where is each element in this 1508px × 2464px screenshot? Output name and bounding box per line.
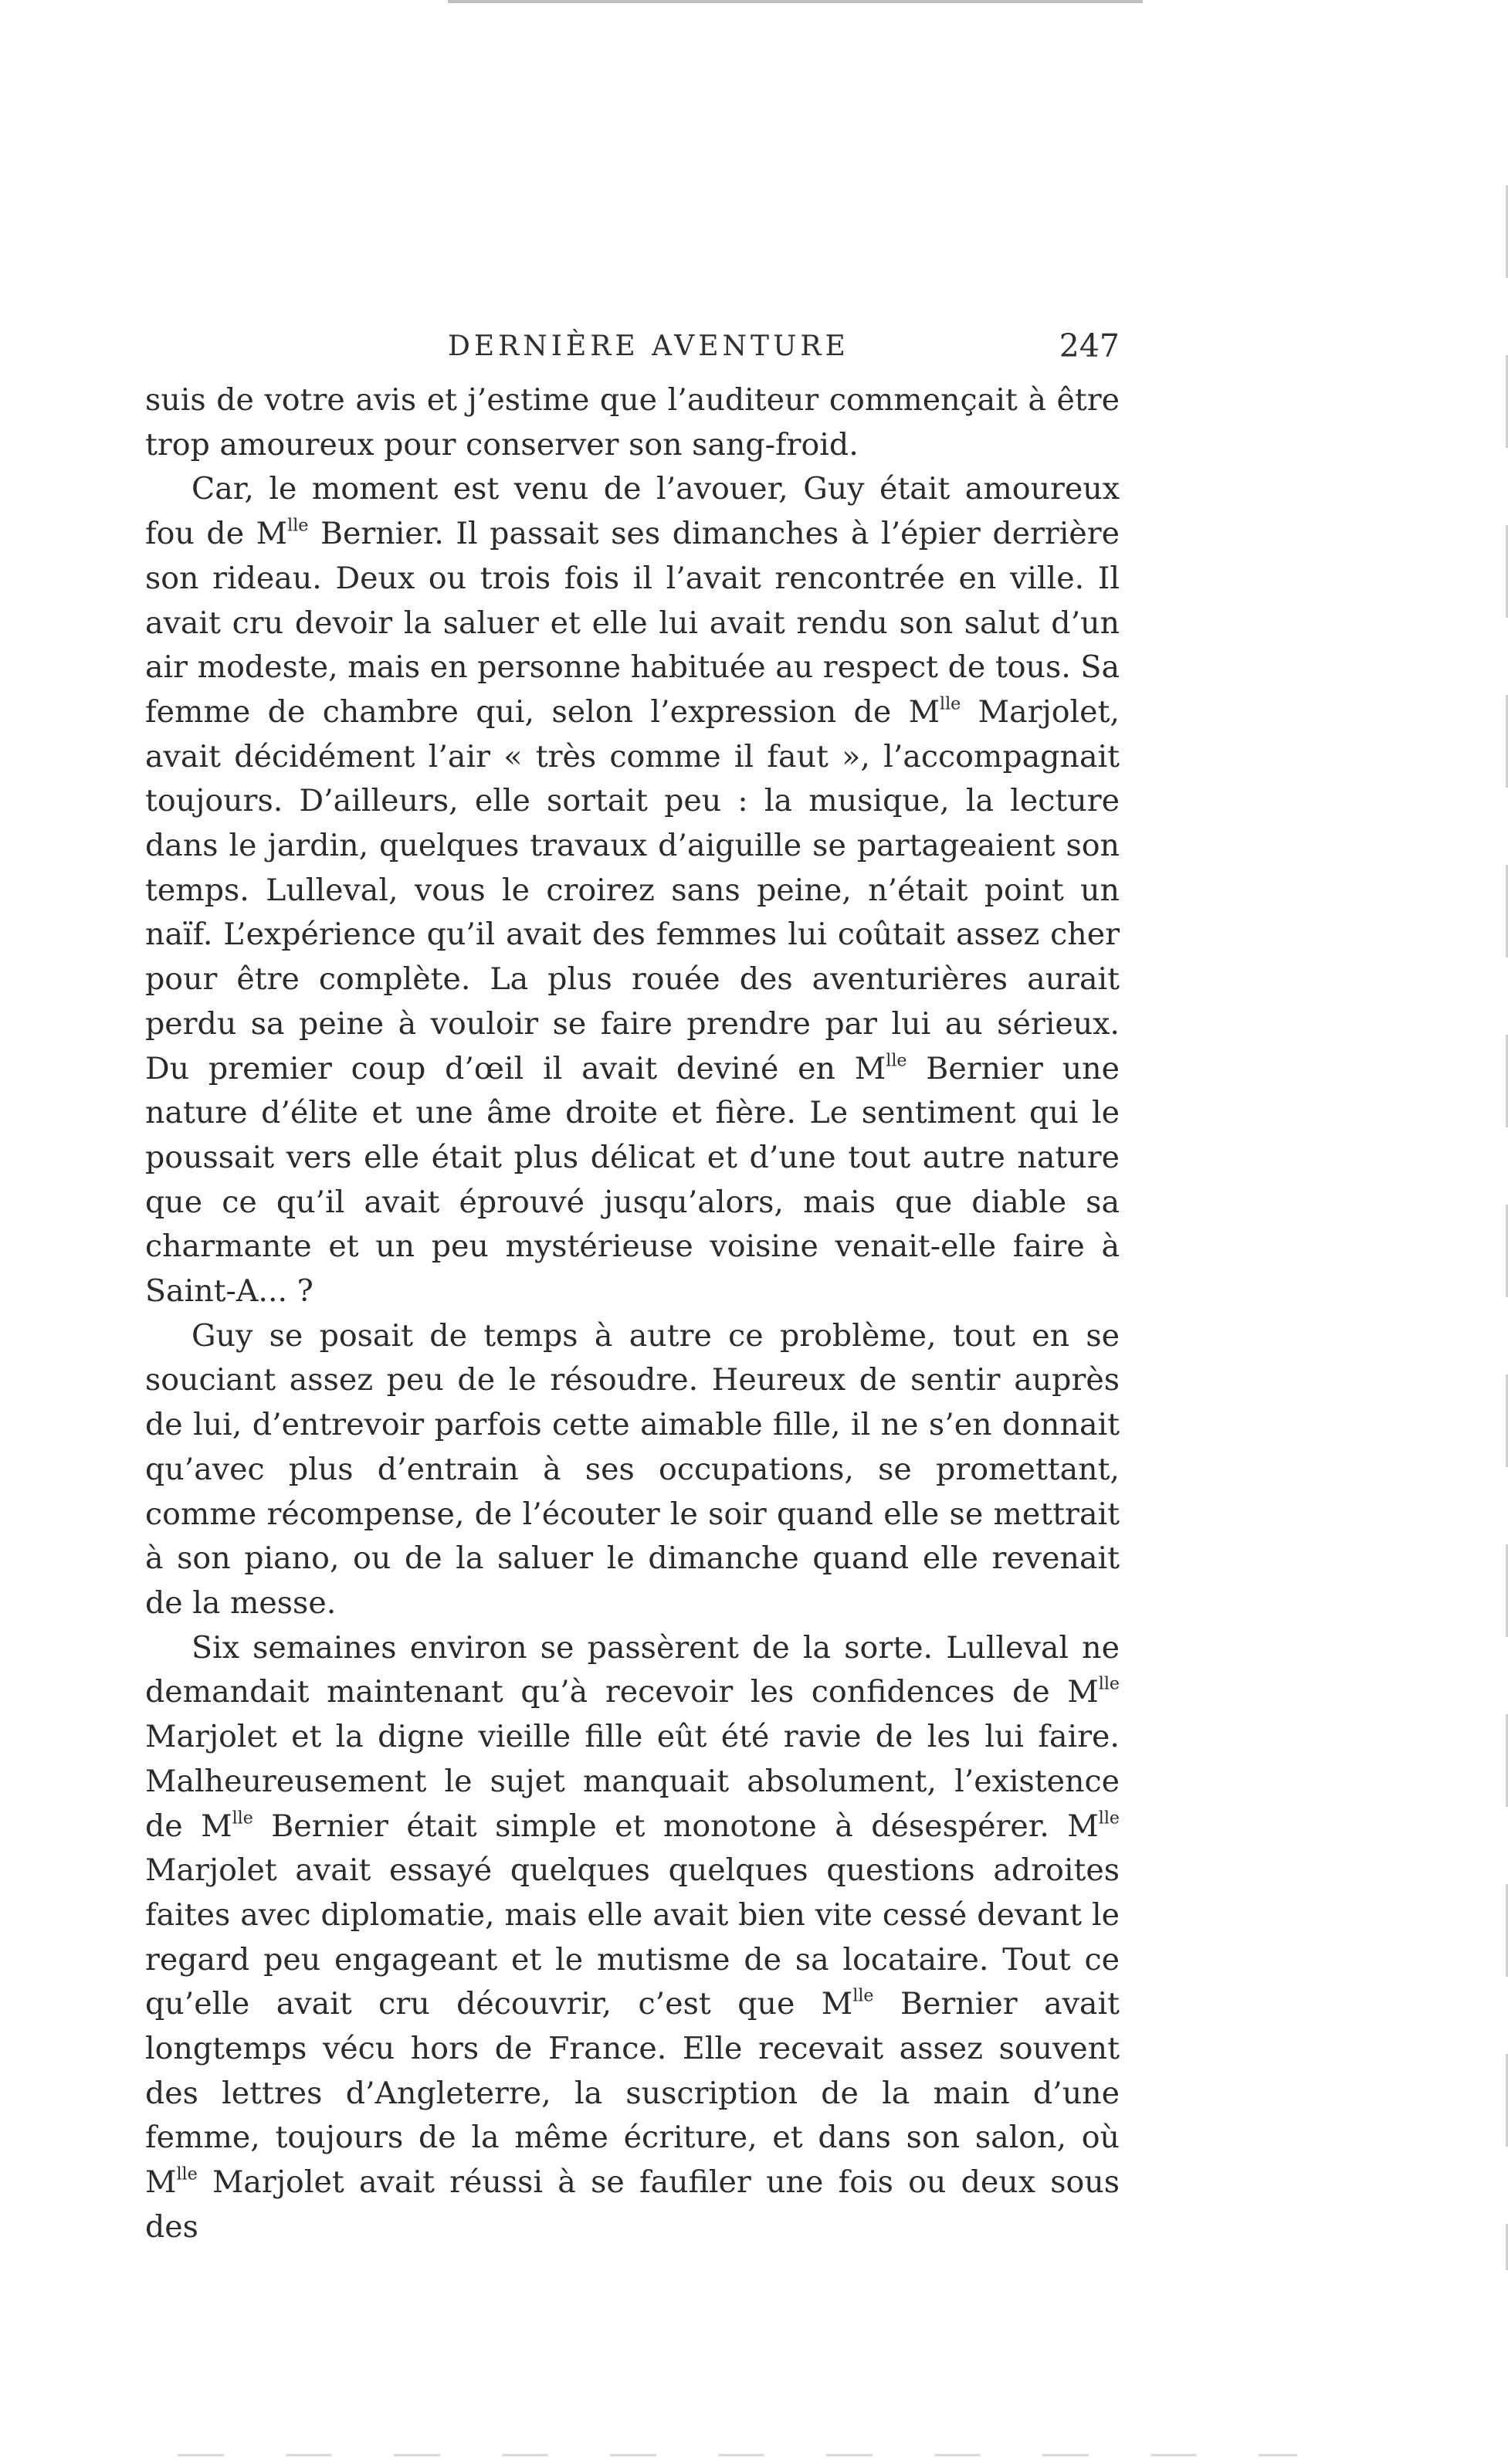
running-title: DERNIÈRE AVENTURE (448, 330, 849, 362)
text-run: Car, le moment est venu de l’avouer, Guy était amoureux fou de M (145, 471, 1120, 552)
text-run: Bernier une nature d’élite et une âme droite et fière. Le sentiment qui le poussait vers elle était plus délicat et d’une tout autre nature que ce qu’il avait éprouvé jusqu’alors, mais que diable sa charmante et un peu mystérieuse voisine venait-elle faire à Saint-A... ? (145, 1050, 1120, 1310)
superscript: lle (886, 1049, 907, 1070)
text-run: suis de votre avis et j’estime que l’auditeur commençait à être trop amoureux pour conserver son sang-froid. (145, 382, 1120, 463)
text-run: Bernier. Il passait ses dimanches à l’épier derrière son rideau. Deux ou trois fois il l’avait rencontrée en ville. Il avait cru devoir la saluer et elle lui avait rendu son salut d’un air modeste, mais en personne habituée au respect de tous. Sa femme de chambre qui, selon l’expression de M (145, 516, 1120, 730)
paragraph-continued (145, 378, 1120, 467)
scan-edge-top (448, 0, 1143, 3)
text-run: Six semaines environ se passèrent de la sorte. Lulleval ne demandait maintenant qu’à recevoir les confidences de M (145, 1629, 1120, 1710)
superscript: lle (852, 1985, 874, 2006)
running-head (147, 324, 1120, 371)
superscript: lle (1098, 1673, 1120, 1694)
page-number: 247 (1059, 327, 1120, 364)
text-run: Guy se posait de temps à autre ce problème, tout en se souciant assez peu de le résoudre. Heureux de sentir auprès de lui, d’entrevoir parfois cette aimable fille, il ne s’en donnait qu’avec plus d’entrain à ses occupations, se promettant, comme récompense, de l’écouter le soir quand elle se mettrait à son piano, ou de la saluer le dimanche quand elle revenait de la messe. (145, 1317, 1120, 1621)
superscript: lle (287, 515, 309, 536)
paragraph (145, 467, 1120, 1313)
superscript: lle (232, 1807, 253, 1828)
scan-edge-bottom (178, 2454, 1297, 2456)
superscript: lle (1098, 1807, 1120, 1828)
text-run: Bernier avait longtemps vécu hors de France. Elle recevait assez souvent des lettres d’Angleterre, la suscription de la main d’une femme, toujours de la même écriture, et dans son salon, où M (145, 1986, 1120, 2201)
paragraph (145, 1314, 1120, 1626)
text-run: Marjolet, avait décidément l’air « très comme il faut », l’accompagnait toujours. D’ailleurs, elle sortait peu : la musique, la lecture dans le jardin, quelques travaux d’aiguille se partageaient son temps. Lulleval, vous le croirez sans peine, n’était point un naïf. L’expérience qu’il avait des femmes lui coûtait assez cher pour être complète. La plus rouée des aventurières aurait perdu sa peine à vouloir se faire prendre par lui au sérieux. Du premier coup d’œil il avait deviné en M (145, 693, 1120, 1086)
superscript: lle (176, 2164, 198, 2184)
text-run: Marjolet avait essayé quelques quelques questions adroites faites avec diplomatie, mais elle avait bien vite cessé devant le regard peu engageant et le mutisme de sa locataire. Tout ce qu’elle avait cru découvrir, c’est que M (145, 1852, 1120, 2022)
text-run: Marjolet et la digne vieille fille eût été ravie de les lui faire. Malheureusement le sujet manquait absolument, l’existence de M (145, 1719, 1120, 1844)
paragraph (145, 1626, 1120, 2250)
superscript: lle (940, 693, 961, 714)
body-text (145, 378, 1120, 2250)
text-run: Bernier était simple et monotone à désespérer. M (252, 1808, 1099, 1844)
text-run: Marjolet avait réussi à se faufiler une fois ou deux sous des (145, 2164, 1120, 2245)
